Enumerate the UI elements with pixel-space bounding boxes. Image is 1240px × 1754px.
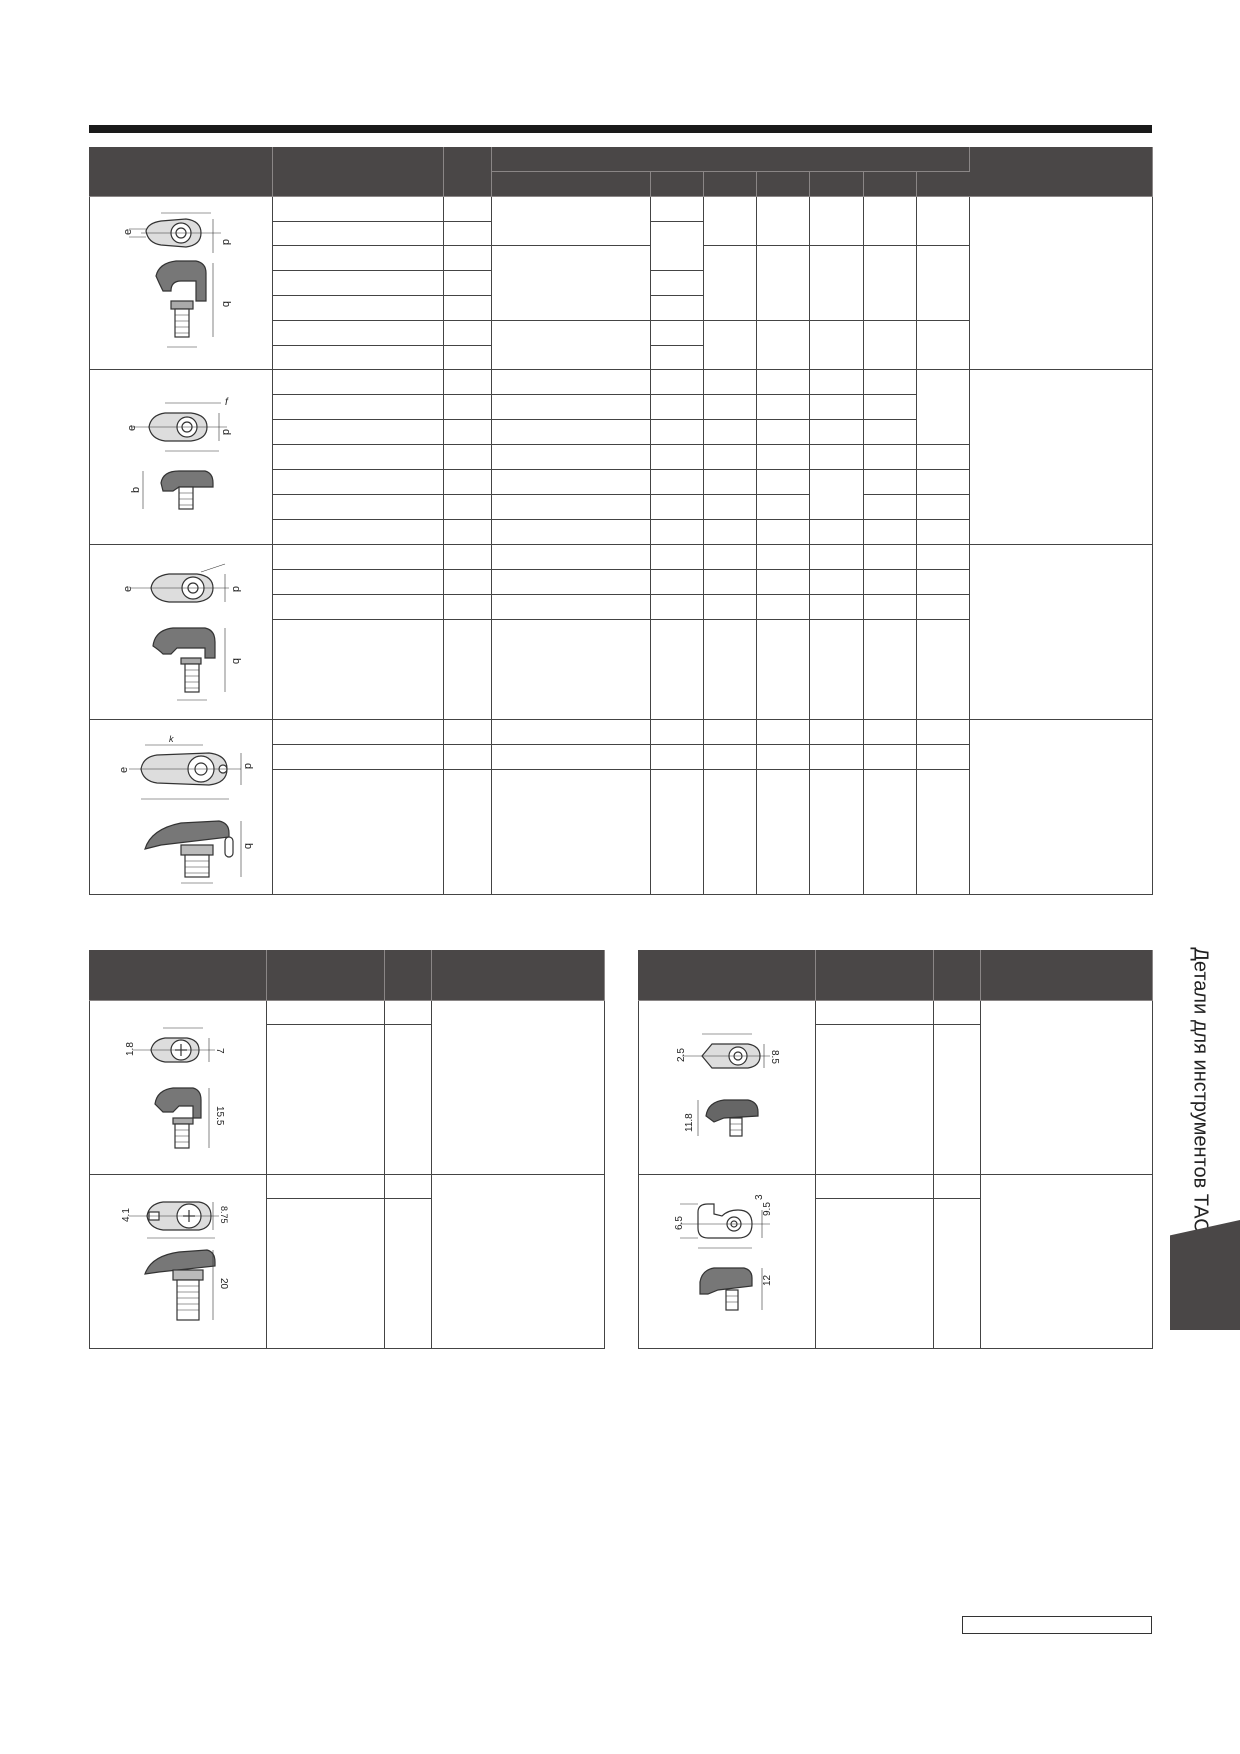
top-rule: [89, 125, 1152, 133]
cell: [651, 271, 704, 296]
cell: [917, 370, 970, 445]
header-drawing: [639, 951, 816, 1001]
cell: [273, 470, 444, 495]
dim-d: d: [220, 238, 232, 245]
header-dimensions-group: [492, 148, 970, 172]
header-designation: [267, 951, 385, 1001]
cell: [810, 620, 864, 720]
dim-e: e: [122, 228, 134, 235]
cell: [917, 545, 970, 570]
cell: [704, 420, 757, 445]
dim-b: 20: [218, 1277, 229, 1289]
header-stock: [385, 951, 432, 1001]
cell: [273, 420, 444, 445]
cell: [651, 395, 704, 420]
applicable-cell-s4: [981, 1175, 1153, 1349]
cell: [651, 620, 704, 720]
dim-top: 3: [754, 1193, 765, 1200]
cell: [704, 520, 757, 545]
dim-e: e: [122, 585, 134, 592]
header-subcol: [704, 172, 757, 197]
cell: [273, 296, 444, 321]
cell: [444, 570, 492, 595]
cell: [273, 520, 444, 545]
cell: [934, 1001, 981, 1025]
cell: [492, 370, 651, 395]
cell: [757, 445, 810, 470]
cell: [444, 620, 492, 720]
dim-f: f: [225, 396, 228, 408]
cell: [273, 321, 444, 346]
drawing-cell-1: [90, 197, 273, 370]
cell: [864, 570, 917, 595]
cell: [810, 720, 864, 745]
drawing-cell-s1: [90, 1001, 267, 1175]
cell: [651, 770, 704, 895]
cell: [934, 1199, 981, 1349]
dim-d: d: [230, 585, 242, 592]
dim-b: b: [230, 657, 242, 664]
cell: [757, 745, 810, 770]
cell: [864, 197, 917, 246]
clamp-drawing-2: [101, 375, 261, 540]
cell: [492, 470, 651, 495]
cell: [864, 545, 917, 570]
header-applicable: [981, 951, 1153, 1001]
header-subcol: [864, 172, 917, 197]
dim-b: 11.8: [684, 1112, 695, 1132]
header-drawing: [90, 148, 273, 197]
header-designation: [816, 951, 934, 1001]
clamp-drawing-s1: [103, 1008, 253, 1168]
cell: [917, 570, 970, 595]
cell: [651, 420, 704, 445]
cell: [273, 620, 444, 720]
cell: [917, 720, 970, 745]
dim-d: 7: [214, 1047, 225, 1054]
clamp-drawing-s3: [652, 1008, 802, 1168]
cell: [651, 570, 704, 595]
cell: [864, 445, 917, 470]
cell: [444, 370, 492, 395]
dim-e: 2.5: [676, 1047, 687, 1062]
cell: [757, 595, 810, 620]
cell: [492, 570, 651, 595]
header-subcol: [810, 172, 864, 197]
cell: [492, 321, 651, 370]
cell: [444, 197, 492, 222]
cell: [704, 495, 757, 520]
cell: [704, 470, 757, 495]
cell: [492, 745, 651, 770]
dim-d: d: [220, 428, 232, 435]
small-spec-table-left: [89, 950, 605, 1349]
dim-d: 8.75: [219, 1205, 229, 1224]
cell: [704, 395, 757, 420]
section-side-label-text: Детали для инструментов ТАС: [1189, 947, 1212, 1233]
applicable-cell-3: [970, 545, 1153, 720]
dim-e: 4.1: [121, 1207, 132, 1222]
dim-b: b: [130, 486, 142, 493]
cell: [273, 246, 444, 271]
cell: [704, 445, 757, 470]
dim-b: b: [220, 300, 232, 307]
cell: [651, 321, 704, 346]
cell: [385, 1001, 432, 1025]
cell: [757, 545, 810, 570]
cell: [444, 720, 492, 745]
cell: [757, 395, 810, 420]
drawing-cell-s2: [90, 1175, 267, 1349]
cell: [810, 197, 864, 246]
cell: [273, 395, 444, 420]
cell: [864, 246, 917, 321]
cell: [864, 520, 917, 545]
cell: [273, 222, 444, 246]
section-side-label: [1180, 947, 1220, 1233]
header-subcol: [492, 172, 651, 197]
section-tab: [1170, 1220, 1240, 1330]
cell: [385, 1025, 432, 1175]
cell: [444, 770, 492, 895]
cell: [492, 495, 651, 520]
header-drawing: [90, 951, 267, 1001]
cell: [934, 1175, 981, 1199]
cell: [757, 570, 810, 595]
header-stock: [444, 148, 492, 197]
cell: [651, 197, 704, 222]
cell: [273, 271, 444, 296]
dim-d: d: [242, 762, 254, 769]
clamp-drawing-3: [101, 550, 261, 715]
cell: [267, 1025, 385, 1175]
cell: [492, 545, 651, 570]
cell: [704, 770, 757, 895]
cell: [917, 197, 970, 246]
cell: [651, 520, 704, 545]
cell: [444, 545, 492, 570]
cell: [704, 197, 757, 246]
cell: [267, 1175, 385, 1199]
cell: [492, 770, 651, 895]
cell: [651, 745, 704, 770]
cell: [917, 620, 970, 720]
cell: [864, 395, 917, 420]
cell: [816, 1175, 934, 1199]
cell: [273, 197, 444, 222]
header-designation: [273, 148, 444, 197]
cell: [810, 545, 864, 570]
cell: [704, 321, 757, 370]
cell: [273, 545, 444, 570]
cell: [444, 495, 492, 520]
cell: [444, 445, 492, 470]
cell: [273, 445, 444, 470]
cell: [917, 445, 970, 470]
cell: [444, 595, 492, 620]
cell: [444, 346, 492, 370]
dim-e: e: [126, 424, 138, 431]
cell: [651, 370, 704, 395]
cell: [651, 346, 704, 370]
cell: [917, 495, 970, 520]
cell: [385, 1175, 432, 1199]
dim-b: b: [242, 842, 254, 849]
cell: [444, 271, 492, 296]
cell: [757, 620, 810, 720]
cell: [816, 1001, 934, 1025]
cell: [757, 770, 810, 895]
cell: [492, 520, 651, 545]
cell: [444, 420, 492, 445]
header-applicable: [970, 148, 1153, 197]
cell: [492, 595, 651, 620]
drawing-cell-s3: [639, 1001, 816, 1175]
cell: [704, 570, 757, 595]
cell: [273, 370, 444, 395]
cell: [917, 595, 970, 620]
cell: [444, 745, 492, 770]
cell: [704, 545, 757, 570]
cell: [757, 321, 810, 370]
cell: [757, 720, 810, 745]
cell: [864, 595, 917, 620]
small-spec-table-right: [638, 950, 1153, 1349]
cell: [651, 222, 704, 271]
cell: [273, 595, 444, 620]
dim-b: 12: [762, 1274, 773, 1286]
footer-box: [962, 1616, 1152, 1634]
cell: [810, 745, 864, 770]
cell: [917, 520, 970, 545]
cell: [492, 246, 651, 321]
cell: [704, 720, 757, 745]
cell: [757, 520, 810, 545]
cell: [273, 495, 444, 520]
dim-e: 6.5: [674, 1215, 685, 1230]
cell: [864, 470, 917, 495]
clamp-drawing-1: [101, 201, 261, 366]
cell: [385, 1199, 432, 1349]
cell: [810, 570, 864, 595]
cell: [492, 395, 651, 420]
cell: [917, 246, 970, 321]
cell: [444, 520, 492, 545]
cell: [267, 1199, 385, 1349]
cell: [757, 495, 810, 520]
cell: [864, 321, 917, 370]
cell: [444, 395, 492, 420]
cell: [651, 445, 704, 470]
cell: [651, 595, 704, 620]
dim-d: 9.5: [762, 1201, 773, 1216]
cell: [757, 197, 810, 246]
cell: [810, 520, 864, 545]
cell: [273, 745, 444, 770]
cell: [651, 495, 704, 520]
cell: [757, 420, 810, 445]
header-subcol: [651, 172, 704, 197]
cell: [273, 346, 444, 370]
cell: [810, 370, 864, 395]
drawing-cell-s4: [639, 1175, 816, 1349]
cell: [651, 470, 704, 495]
applicable-cell-4: [970, 720, 1153, 895]
cell: [651, 545, 704, 570]
main-spec-table: [89, 147, 1153, 895]
cell: [492, 620, 651, 720]
dim-e: 1.8: [125, 1041, 136, 1056]
cell: [273, 720, 444, 745]
applicable-cell-2: [970, 370, 1153, 545]
header-applicable: [432, 951, 605, 1001]
clamp-drawing-s4: [652, 1182, 802, 1342]
cell: [810, 246, 864, 321]
cell: [810, 321, 864, 370]
header-subcol: [757, 172, 810, 197]
cell: [704, 246, 757, 321]
cell: [273, 570, 444, 595]
applicable-cell-s2: [432, 1175, 605, 1349]
cell: [864, 370, 917, 395]
cell: [810, 395, 864, 420]
cell: [704, 595, 757, 620]
cell: [444, 246, 492, 271]
cell: [444, 296, 492, 321]
cell: [651, 296, 704, 321]
cell: [444, 470, 492, 495]
header-stock: [934, 951, 981, 1001]
cell: [704, 745, 757, 770]
cell: [444, 321, 492, 346]
cell: [757, 370, 810, 395]
cell: [810, 595, 864, 620]
cell: [864, 745, 917, 770]
dim-k: k: [169, 733, 174, 744]
cell: [816, 1025, 934, 1175]
header-subcol: [917, 172, 970, 197]
cell: [273, 770, 444, 895]
cell: [492, 197, 651, 246]
cell: [492, 420, 651, 445]
cell: [864, 420, 917, 445]
cell: [704, 620, 757, 720]
cell: [492, 445, 651, 470]
cell: [917, 770, 970, 895]
cell: [704, 370, 757, 395]
cell: [810, 770, 864, 895]
clamp-drawing-s2: [103, 1182, 253, 1342]
cell: [267, 1001, 385, 1025]
cell: [917, 745, 970, 770]
cell: [651, 720, 704, 745]
dim-b: 15.5: [214, 1105, 225, 1125]
drawing-cell-2: [90, 370, 273, 545]
dim-d: 8.5: [769, 1049, 780, 1064]
cell: [444, 222, 492, 246]
applicable-cell-1: [970, 197, 1153, 370]
cell: [810, 420, 864, 445]
cell: [917, 470, 970, 495]
cell: [816, 1199, 934, 1349]
dim-e: e: [118, 766, 130, 773]
cell: [864, 770, 917, 895]
clamp-drawing-4: [101, 725, 261, 890]
cell: [810, 470, 864, 520]
applicable-cell-s1: [432, 1001, 605, 1175]
cell: [864, 720, 917, 745]
cell: [492, 720, 651, 745]
drawing-cell-3: [90, 545, 273, 720]
cell: [934, 1025, 981, 1175]
cell: [864, 620, 917, 720]
cell: [864, 495, 917, 520]
cell: [757, 246, 810, 321]
cell: [917, 321, 970, 370]
cell: [757, 470, 810, 495]
drawing-cell-4: [90, 720, 273, 895]
cell: [810, 445, 864, 470]
applicable-cell-s3: [981, 1001, 1153, 1175]
